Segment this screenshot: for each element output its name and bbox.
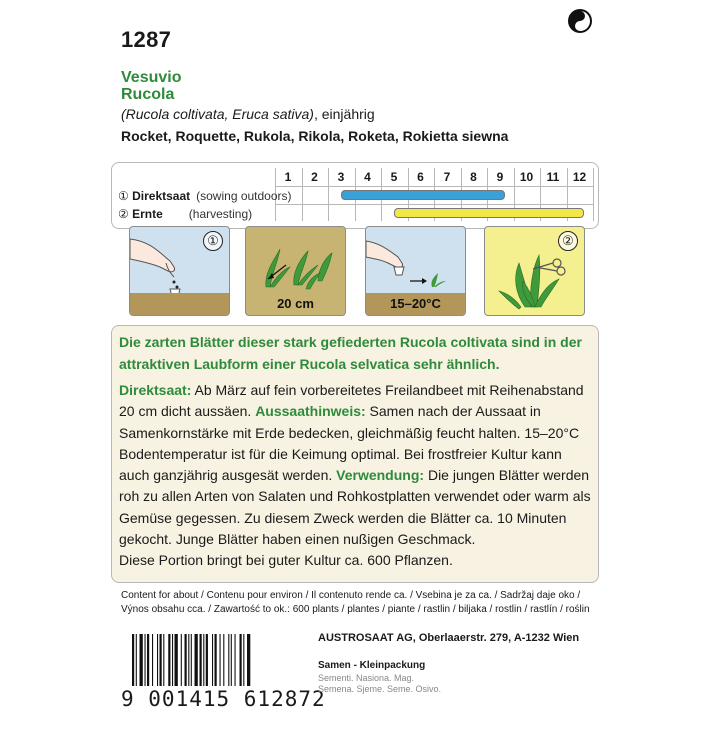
latin-name: (Rucola coltivata, Eruca sativa), einjährig [121, 106, 375, 122]
barcode-bar [185, 634, 187, 686]
yield-text: Diese Portion bringt bei guter Kultur ca. 600 Pflanzen. [119, 552, 453, 569]
company-address: AUSTROSAAT AG, Oberlaaerstr. 279, A-1232 Wien [318, 632, 580, 644]
barcode-bar [160, 634, 162, 686]
barcode-bar [220, 634, 221, 686]
calendar-month-2: 2 [311, 170, 318, 184]
article-number: 1287 [121, 27, 172, 52]
species-name: Rucola [121, 86, 175, 103]
barcode-bar [181, 634, 182, 686]
calendar-month-10: 10 [519, 170, 534, 184]
barcode-bar [195, 634, 198, 686]
content-line-2: Výnos obsahu cca. / Zawartość to ok.: 600 plants / plantes / piante / rastlin / biljaka / rostlin / rastlín / roślin [121, 604, 590, 615]
sachet-title: Samen - Kleinpackung [318, 660, 426, 671]
calendar-gridline [593, 168, 594, 221]
calendar-row-line [275, 186, 593, 187]
calendar-month-9: 9 [496, 170, 504, 184]
barcode-bar [243, 634, 244, 686]
heading-direktsaat: Direktsaat: [119, 382, 192, 398]
content-line-1: Content for about / Contenu pour environ / Il contenuto rende ca. / Vsebina je za ca. / Sadržaj daje oko / [121, 590, 581, 601]
illustration-sowing [129, 226, 230, 316]
step-number-2: ② [558, 231, 578, 251]
barcode-bar [157, 634, 158, 686]
illustration-temperature [365, 226, 466, 316]
step-number-1: ① [203, 231, 223, 251]
description-text: Direktsaat: Ab März auf fein vorbereitetes Freilandbeet mit Reihenabstand 20 cm dicht aussäen. Aussaathinweis: Samen nach der Aussaat in Samenkornstärke mit Erde bedecken, gleichmäßig feucht halten. 15–20°C Bodentemperatur ist für die Keimung optimal. Bei frostfreier Kultur kann auch ganzjährig ausgesät werden. Verwendung: Die jungen Blätter werden roh zu allen Arten von Salaten und Rohkostplatten verwendet oder warm als Gemüse gegessen. Zu diesem Zweck werden die Blätter ca. 10 Minuten gekocht. Junge Blätter haben einen nußigen Geschmack. Diese Portion bringt bei guter Kultur ca. 600 Pflanzen. [119, 382, 591, 569]
barcode-bar [145, 634, 146, 686]
barcode-digits: 9 001415 612872 [121, 687, 326, 711]
barcode-bar [206, 634, 208, 686]
barcode-bar [163, 634, 164, 686]
barcode-bar [188, 634, 189, 686]
calendar-row-sowing: ① Direktsaat (sowing outdoors) [118, 189, 292, 203]
illustration-harvest [484, 226, 585, 316]
barcode-bar [168, 634, 170, 686]
lead-text: Die zarten Blätter dieser stark gefiederten Rucola coltivata sind in der attraktiven Laubform einer Rucola selvatica sehr ähnlich. [119, 334, 582, 372]
barcode-bar [152, 634, 153, 686]
calendar-month-7: 7 [443, 170, 451, 184]
sachet-line-1: Sementi. Nasiona. Mag. [318, 673, 415, 683]
barcode-bar [147, 634, 149, 686]
calendar-month-8: 8 [470, 170, 477, 184]
temperature-caption: 15–20°C [390, 296, 441, 311]
green-dot-recycle-icon [567, 8, 593, 34]
calendar-grid [275, 168, 593, 221]
harvest-period-bar [394, 208, 584, 218]
heading-verwendung: Verwendung: [336, 467, 425, 484]
calendar-month-4: 4 [364, 170, 371, 184]
variety-name: Vesuvio [121, 69, 182, 86]
calendar-month-6: 6 [417, 170, 424, 184]
barcode-bar [191, 634, 192, 686]
barcode-bar [212, 634, 213, 686]
barcode-bar [140, 634, 143, 686]
barcode-bar [172, 634, 173, 686]
calendar-month-1: 1 [284, 170, 292, 184]
calendar-row-line [275, 204, 593, 205]
other-names: Rocket, Roquette, Rukola, Rikola, Roketa, Rokietta siewna [121, 128, 509, 144]
barcode-bar [247, 634, 250, 686]
barcode-bar [136, 634, 137, 686]
calendar-month-11: 11 [546, 170, 560, 184]
barcode-bar [203, 634, 204, 686]
sowing-period-bar [341, 190, 505, 200]
barcode-bar [200, 634, 202, 686]
barcode-bar [175, 634, 178, 686]
barcode-bar [235, 634, 236, 686]
calendar-month-3: 3 [337, 170, 345, 184]
calendar-row-harvest: ② Ernte (harvesting) [118, 207, 253, 221]
barcode-bar [228, 634, 229, 686]
sachet-line-2: Semena. Sjeme. Seme. Osivo. [318, 684, 442, 694]
barcode-bar [240, 634, 242, 686]
calendar-month-12: 12 [572, 170, 587, 184]
calendar-month-5: 5 [390, 170, 398, 184]
heading-aussaathinweis: Aussaathinweis: [255, 403, 366, 420]
barcode-bar [132, 634, 134, 686]
illustration-spacing [245, 226, 346, 316]
barcode-bar [231, 634, 232, 686]
spacing-caption: 20 cm [277, 296, 314, 311]
barcode-bar [223, 634, 224, 686]
barcode-bar [215, 634, 217, 686]
